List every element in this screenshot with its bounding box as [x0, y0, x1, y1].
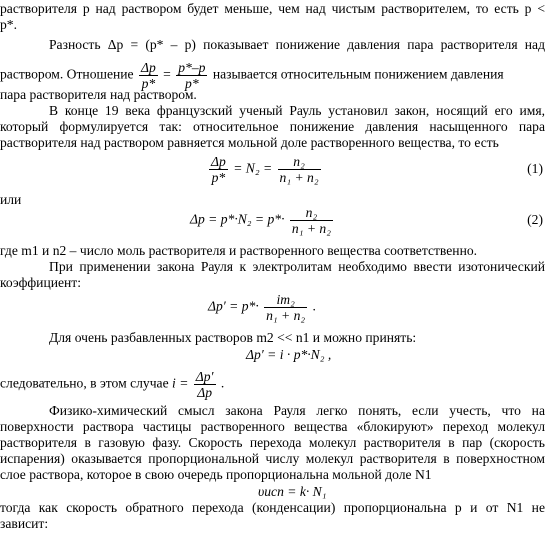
ratio-sentence: раствором. Отношение $\frac{\Delta р}{р*}$ = $\frac{р*-р}{р*}$ называется относительным понижением давления: [0, 60, 504, 91]
equation-4: [246, 347, 331, 363]
text-line: Физико-химический смысл закона Рауля легко понять, если учесть, что на: [49, 403, 545, 418]
text-line: слое раствора, которое в свою очередь пропорциональна мольной доле N1: [0, 467, 432, 482]
equation-2: [190, 205, 335, 236]
text-line: Разность Δр = (р* – р) показывает понижение давления пара растворителя над: [49, 37, 545, 52]
text-line: коэффициент:: [0, 275, 82, 290]
fraction-denominator: n₁ + n₂: [266, 308, 306, 323]
fraction-numerator: im₂: [264, 292, 307, 308]
fraction-denominator: Δр: [197, 385, 213, 400]
eq3-fraction: [264, 292, 307, 323]
eq2-left: Δр = р*·N₂ = р*·: [190, 211, 285, 227]
text-fragment: раствором. Отношение: [0, 66, 134, 82]
eq3-left: Δр′ = р*·: [208, 298, 259, 314]
eq4-text: Δр′ = i · р*·N₂ ,: [246, 347, 332, 362]
eq1-rhs-fraction: [278, 154, 321, 185]
fraction-numerator: Δр: [211, 154, 226, 169]
text-line: растворителя в газовую фазу. Скорость перехода молекул растворителя в пар (скорость: [0, 435, 545, 450]
text-line: В конце 19 века французский ученый Рауль установил закон, носящий его имя,: [49, 103, 545, 118]
eq6-text: υисп = k· N₁: [258, 484, 327, 499]
equation-3: Δр′ = р*· $\frac{\text{im₂}}{\text{n₁ + n₂}}$ .: [208, 292, 316, 323]
text-line: где m1 и n2 – число моль растворителя и растворенного вещества соответственно.: [0, 243, 478, 258]
fraction-numerator: n₂: [278, 154, 321, 170]
eq1-mid: = N₂ =: [233, 160, 273, 176]
fraction-numerator: Δр′: [195, 369, 214, 384]
text-line: пара растворителя над раствором.: [0, 87, 197, 102]
text-line: При применении закона Рауля к электролитам необходимо ввести изотонический: [49, 259, 545, 274]
fraction-denominator: n₁ + n₂: [291, 221, 331, 236]
fraction-denominator: р*: [211, 170, 226, 185]
equation-1: [207, 154, 323, 185]
eq1-lhs-fraction: [209, 154, 228, 185]
text-line: растворителя над раствором равняется мольной доле растворенного вещества, то есть: [0, 135, 499, 150]
eq2-fraction: [290, 205, 333, 236]
text-line: Для очень разбавленных растворов m2 << n1 и можно принять:: [49, 330, 417, 345]
fraction-numerator: р*–р: [178, 60, 206, 75]
fraction-denominator: р*: [185, 76, 199, 91]
eq5-left: i =: [172, 375, 189, 391]
text-line: р*.: [0, 17, 17, 32]
fraction-denominator: n₁ + n₂: [279, 170, 319, 185]
text-line: поверхности раствора частицы растворенного вещества «блокируют» переход молекул: [0, 419, 545, 434]
text-fragment: следовательно, в этом случае: [0, 375, 169, 391]
text-line: или: [0, 192, 22, 207]
equation-6: [258, 484, 326, 500]
conclusion-line: следовательно, в этом случае i = $\frac{\Delta р'}{\Delta р}$ .: [0, 369, 225, 400]
equation-number-1: (1): [527, 161, 543, 176]
fraction-denominator: р*: [141, 76, 156, 91]
fraction-numerator: n₂: [290, 205, 333, 221]
fraction-numerator: Δр: [140, 60, 156, 75]
text-line: испарения) оказывается пропорциональной числу молекул растворителя в поверхностном: [0, 451, 545, 466]
text-fragment: называется относительным понижением давления: [212, 66, 504, 82]
eq5-fraction: [194, 369, 216, 400]
text-line: растворителя р над раствором будет меньше, чем над чистым растворителем, то есть р <: [0, 1, 545, 16]
text-line: который формулируется так: относительное понижение давления насыщенного пара: [0, 119, 545, 134]
equation-number-2: (2): [527, 212, 543, 227]
text-line: зависит:: [0, 516, 49, 531]
text-line: тогда как скорость обратного перехода (конденсации) пропорциональна р и от N1 не: [0, 500, 545, 515]
